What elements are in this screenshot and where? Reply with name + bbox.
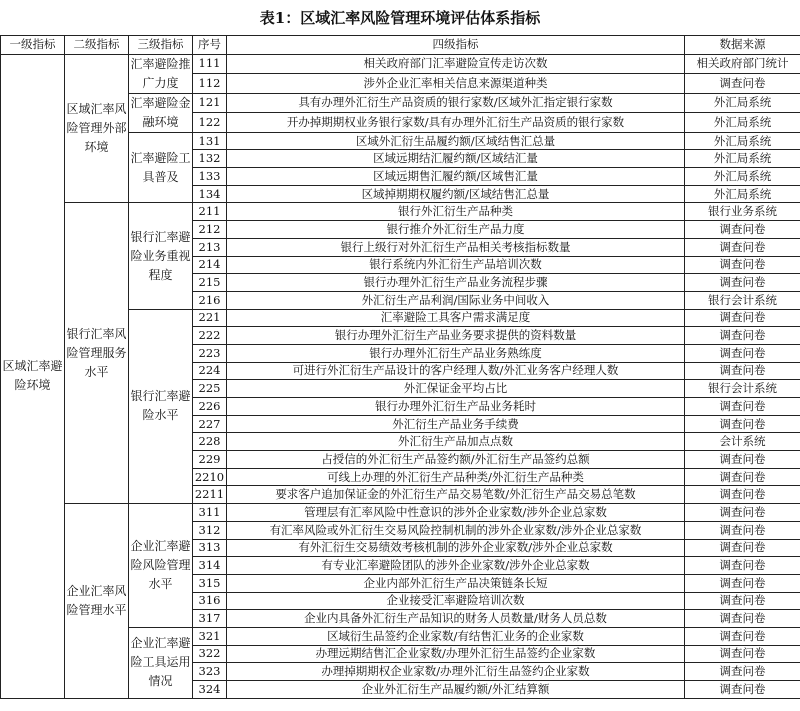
header-row bbox=[1, 36, 800, 55]
row-number: 316 bbox=[193, 592, 227, 610]
row-number: 226 bbox=[193, 398, 227, 416]
indicator-name: 银行外汇衍生产品种类 bbox=[227, 203, 685, 221]
indicator-name: 企业内具备外汇衍生产品知识的财务人员数量/财务人员总数 bbox=[227, 610, 685, 628]
data-source: 银行业务系统 bbox=[685, 203, 800, 221]
indicator-name: 企业接受汇率避险培训次数 bbox=[227, 592, 685, 610]
indicator-name: 涉外企业汇率相关信息来源渠道种类 bbox=[227, 74, 685, 94]
header-source: 数据来源 bbox=[685, 36, 800, 55]
data-source: 外汇局系统 bbox=[685, 132, 800, 150]
row-number: 225 bbox=[193, 380, 227, 398]
level2-cell: 区域汇率风险管理外部环境 bbox=[65, 54, 129, 203]
indicator-name: 外汇衍生产品业务手续费 bbox=[227, 415, 685, 433]
row-number: 314 bbox=[193, 557, 227, 575]
data-source: 会计系统 bbox=[685, 433, 800, 451]
data-source: 调查问卷 bbox=[685, 398, 800, 416]
indicator-name: 有外汇衍生交易绩效考核机制的涉外企业家数/涉外企业总家数 bbox=[227, 539, 685, 557]
row-number: 315 bbox=[193, 574, 227, 592]
data-source: 外汇局系统 bbox=[685, 185, 800, 203]
level3-cell: 企业汇率避险工具运用情况 bbox=[129, 627, 193, 698]
data-source: 调查问卷 bbox=[685, 74, 800, 94]
row-number: 133 bbox=[193, 168, 227, 186]
row-number: 224 bbox=[193, 362, 227, 380]
level3-cell: 汇率避险推广力度 bbox=[129, 54, 193, 93]
level3-cell: 银行汇率避险业务重视程度 bbox=[129, 203, 193, 309]
indicator-name: 银行办理外汇衍生产品业务流程步骤 bbox=[227, 274, 685, 292]
row-number: 229 bbox=[193, 451, 227, 469]
indicator-name: 管理层有汇率风险中性意识的涉外企业家数/涉外企业总家数 bbox=[227, 504, 685, 522]
indicator-name: 具有办理外汇衍生产品资质的银行家数/区域外汇指定银行家数 bbox=[227, 93, 685, 113]
row-number: 323 bbox=[193, 663, 227, 681]
data-source: 调查问卷 bbox=[685, 627, 800, 645]
data-source: 调查问卷 bbox=[685, 610, 800, 628]
row-number: 228 bbox=[193, 433, 227, 451]
data-source: 调查问卷 bbox=[685, 557, 800, 575]
row-number: 215 bbox=[193, 274, 227, 292]
data-source: 调查问卷 bbox=[685, 327, 800, 345]
table-title: 表1：区域汇率风险管理环境评估体系指标 bbox=[259, 9, 541, 27]
row-number: 311 bbox=[193, 504, 227, 522]
row-number: 216 bbox=[193, 291, 227, 309]
indicator-name: 银行系统内外汇衍生产品培训次数 bbox=[227, 256, 685, 274]
row-number: 131 bbox=[193, 132, 227, 150]
table-row bbox=[1, 504, 800, 522]
data-source: 调查问卷 bbox=[685, 274, 800, 292]
header-level3: 三级指标 bbox=[129, 36, 193, 55]
data-source: 外汇局系统 bbox=[685, 150, 800, 168]
indicator-name: 银行办理外汇衍生产品业务要求提供的资料数量 bbox=[227, 327, 685, 345]
indicator-name: 银行办理外汇衍生产品业务耗时 bbox=[227, 398, 685, 416]
level3-cell: 汇率避险工具普及 bbox=[129, 132, 193, 203]
data-source: 调查问卷 bbox=[685, 663, 800, 681]
level3-cell: 企业汇率避险风险管理水平 bbox=[129, 504, 193, 628]
data-source: 调查问卷 bbox=[685, 344, 800, 362]
header-level1: 一级指标 bbox=[1, 36, 65, 55]
row-number: 121 bbox=[193, 93, 227, 113]
indicator-name: 企业内部外汇衍生产品决策链条长短 bbox=[227, 574, 685, 592]
indicator-name: 要求客户追加保证金的外汇衍生产品交易笔数/外汇衍生产品交易总笔数 bbox=[227, 486, 685, 504]
data-source: 调查问卷 bbox=[685, 309, 800, 327]
level2-cell: 银行汇率风险管理服务水平 bbox=[65, 203, 129, 504]
data-source: 调查问卷 bbox=[685, 592, 800, 610]
data-source: 调查问卷 bbox=[685, 415, 800, 433]
row-number: 122 bbox=[193, 113, 227, 133]
row-number: 312 bbox=[193, 521, 227, 539]
indicator-name: 区域外汇衍生品履约额/区域结售汇总量 bbox=[227, 132, 685, 150]
indicator-name: 外汇保证金平均占比 bbox=[227, 380, 685, 398]
header-number: 序号 bbox=[193, 36, 227, 55]
row-number: 134 bbox=[193, 185, 227, 203]
data-source: 调查问卷 bbox=[685, 645, 800, 663]
indicator-name: 汇率避险工具客户需求满足度 bbox=[227, 309, 685, 327]
indicator-name: 开办掉期期权业务银行家数/具有办理外汇衍生产品资质的银行家数 bbox=[227, 113, 685, 133]
data-source: 调查问卷 bbox=[685, 451, 800, 469]
data-source: 相关政府部门统计 bbox=[685, 54, 800, 74]
data-source: 调查问卷 bbox=[685, 539, 800, 557]
indicator-name: 可进行外汇衍生产品设计的客户经理人数/外汇业务客户经理人数 bbox=[227, 362, 685, 380]
data-source: 调查问卷 bbox=[685, 521, 800, 539]
row-number: 213 bbox=[193, 238, 227, 256]
indicator-name: 银行办理外汇衍生产品业务熟练度 bbox=[227, 344, 685, 362]
indicator-name: 区域远期售汇履约额/区域售汇量 bbox=[227, 168, 685, 186]
data-source: 调查问卷 bbox=[685, 238, 800, 256]
row-number: 227 bbox=[193, 415, 227, 433]
level3-cell: 汇率避险金融环境 bbox=[129, 93, 193, 132]
indicator-name: 办理远期结售汇企业家数/办理外汇衍生品签约企业家数 bbox=[227, 645, 685, 663]
indicator-name: 区域掉期期权履约额/区域结售汇总量 bbox=[227, 185, 685, 203]
data-source: 调查问卷 bbox=[685, 468, 800, 486]
data-source: 调查问卷 bbox=[685, 486, 800, 504]
indicator-name: 外汇衍生产品利润/国际业务中间收入 bbox=[227, 291, 685, 309]
indicator-name: 银行推介外汇衍生产品力度 bbox=[227, 221, 685, 239]
row-number: 322 bbox=[193, 645, 227, 663]
data-source: 银行会计系统 bbox=[685, 291, 800, 309]
level2-cell: 企业汇率风险管理水平 bbox=[65, 504, 129, 699]
header-level4: 四级指标 bbox=[227, 36, 685, 55]
row-number: 321 bbox=[193, 627, 227, 645]
row-number: 221 bbox=[193, 309, 227, 327]
data-source: 银行会计系统 bbox=[685, 380, 800, 398]
level1-cell: 区域汇率避险环境 bbox=[1, 54, 65, 698]
row-number: 214 bbox=[193, 256, 227, 274]
indicator-name: 银行上级行对外汇衍生产品相关考核指标数量 bbox=[227, 238, 685, 256]
row-number: 112 bbox=[193, 74, 227, 94]
data-source: 外汇局系统 bbox=[685, 113, 800, 133]
data-source: 调查问卷 bbox=[685, 681, 800, 699]
data-source: 外汇局系统 bbox=[685, 168, 800, 186]
data-source: 外汇局系统 bbox=[685, 93, 800, 113]
indicator-table bbox=[0, 35, 800, 699]
indicator-name: 企业外汇衍生产品履约额/外汇结算额 bbox=[227, 681, 685, 699]
row-number: 2211 bbox=[193, 486, 227, 504]
data-source: 调查问卷 bbox=[685, 221, 800, 239]
table-body bbox=[1, 54, 800, 698]
level3-cell: 银行汇率避险水平 bbox=[129, 309, 193, 504]
data-source: 调查问卷 bbox=[685, 504, 800, 522]
row-number: 211 bbox=[193, 203, 227, 221]
indicator-name: 相关政府部门汇率避险宣传走访次数 bbox=[227, 54, 685, 74]
data-source: 调查问卷 bbox=[685, 574, 800, 592]
row-number: 222 bbox=[193, 327, 227, 345]
indicator-name: 有专业汇率避险团队的涉外企业家数/涉外企业总家数 bbox=[227, 557, 685, 575]
row-number: 111 bbox=[193, 54, 227, 74]
row-number: 223 bbox=[193, 344, 227, 362]
row-number: 132 bbox=[193, 150, 227, 168]
row-number: 317 bbox=[193, 610, 227, 628]
indicator-name: 可线上办理的外汇衍生产品种类/外汇衍生产品种类 bbox=[227, 468, 685, 486]
indicator-name: 办理掉期期权企业家数/办理外汇衍生品签约企业家数 bbox=[227, 663, 685, 681]
data-source: 调查问卷 bbox=[685, 362, 800, 380]
row-number: 212 bbox=[193, 221, 227, 239]
data-source: 调查问卷 bbox=[685, 256, 800, 274]
indicator-name: 外汇衍生产品加点点数 bbox=[227, 433, 685, 451]
row-number: 324 bbox=[193, 681, 227, 699]
row-number: 313 bbox=[193, 539, 227, 557]
indicator-name: 区域远期结汇履约额/区域结汇量 bbox=[227, 150, 685, 168]
indicator-name: 有汇率风险或外汇衍生交易风险控制机制的涉外企业家数/涉外企业总家数 bbox=[227, 521, 685, 539]
row-number: 2210 bbox=[193, 468, 227, 486]
table-row bbox=[1, 54, 800, 74]
table-row bbox=[1, 203, 800, 221]
header-level2: 二级指标 bbox=[65, 36, 129, 55]
indicator-name: 占授信的外汇衍生产品签约额/外汇衍生产品签约总额 bbox=[227, 451, 685, 469]
indicator-name: 区域衍生品签约企业家数/有结售汇业务的企业家数 bbox=[227, 627, 685, 645]
